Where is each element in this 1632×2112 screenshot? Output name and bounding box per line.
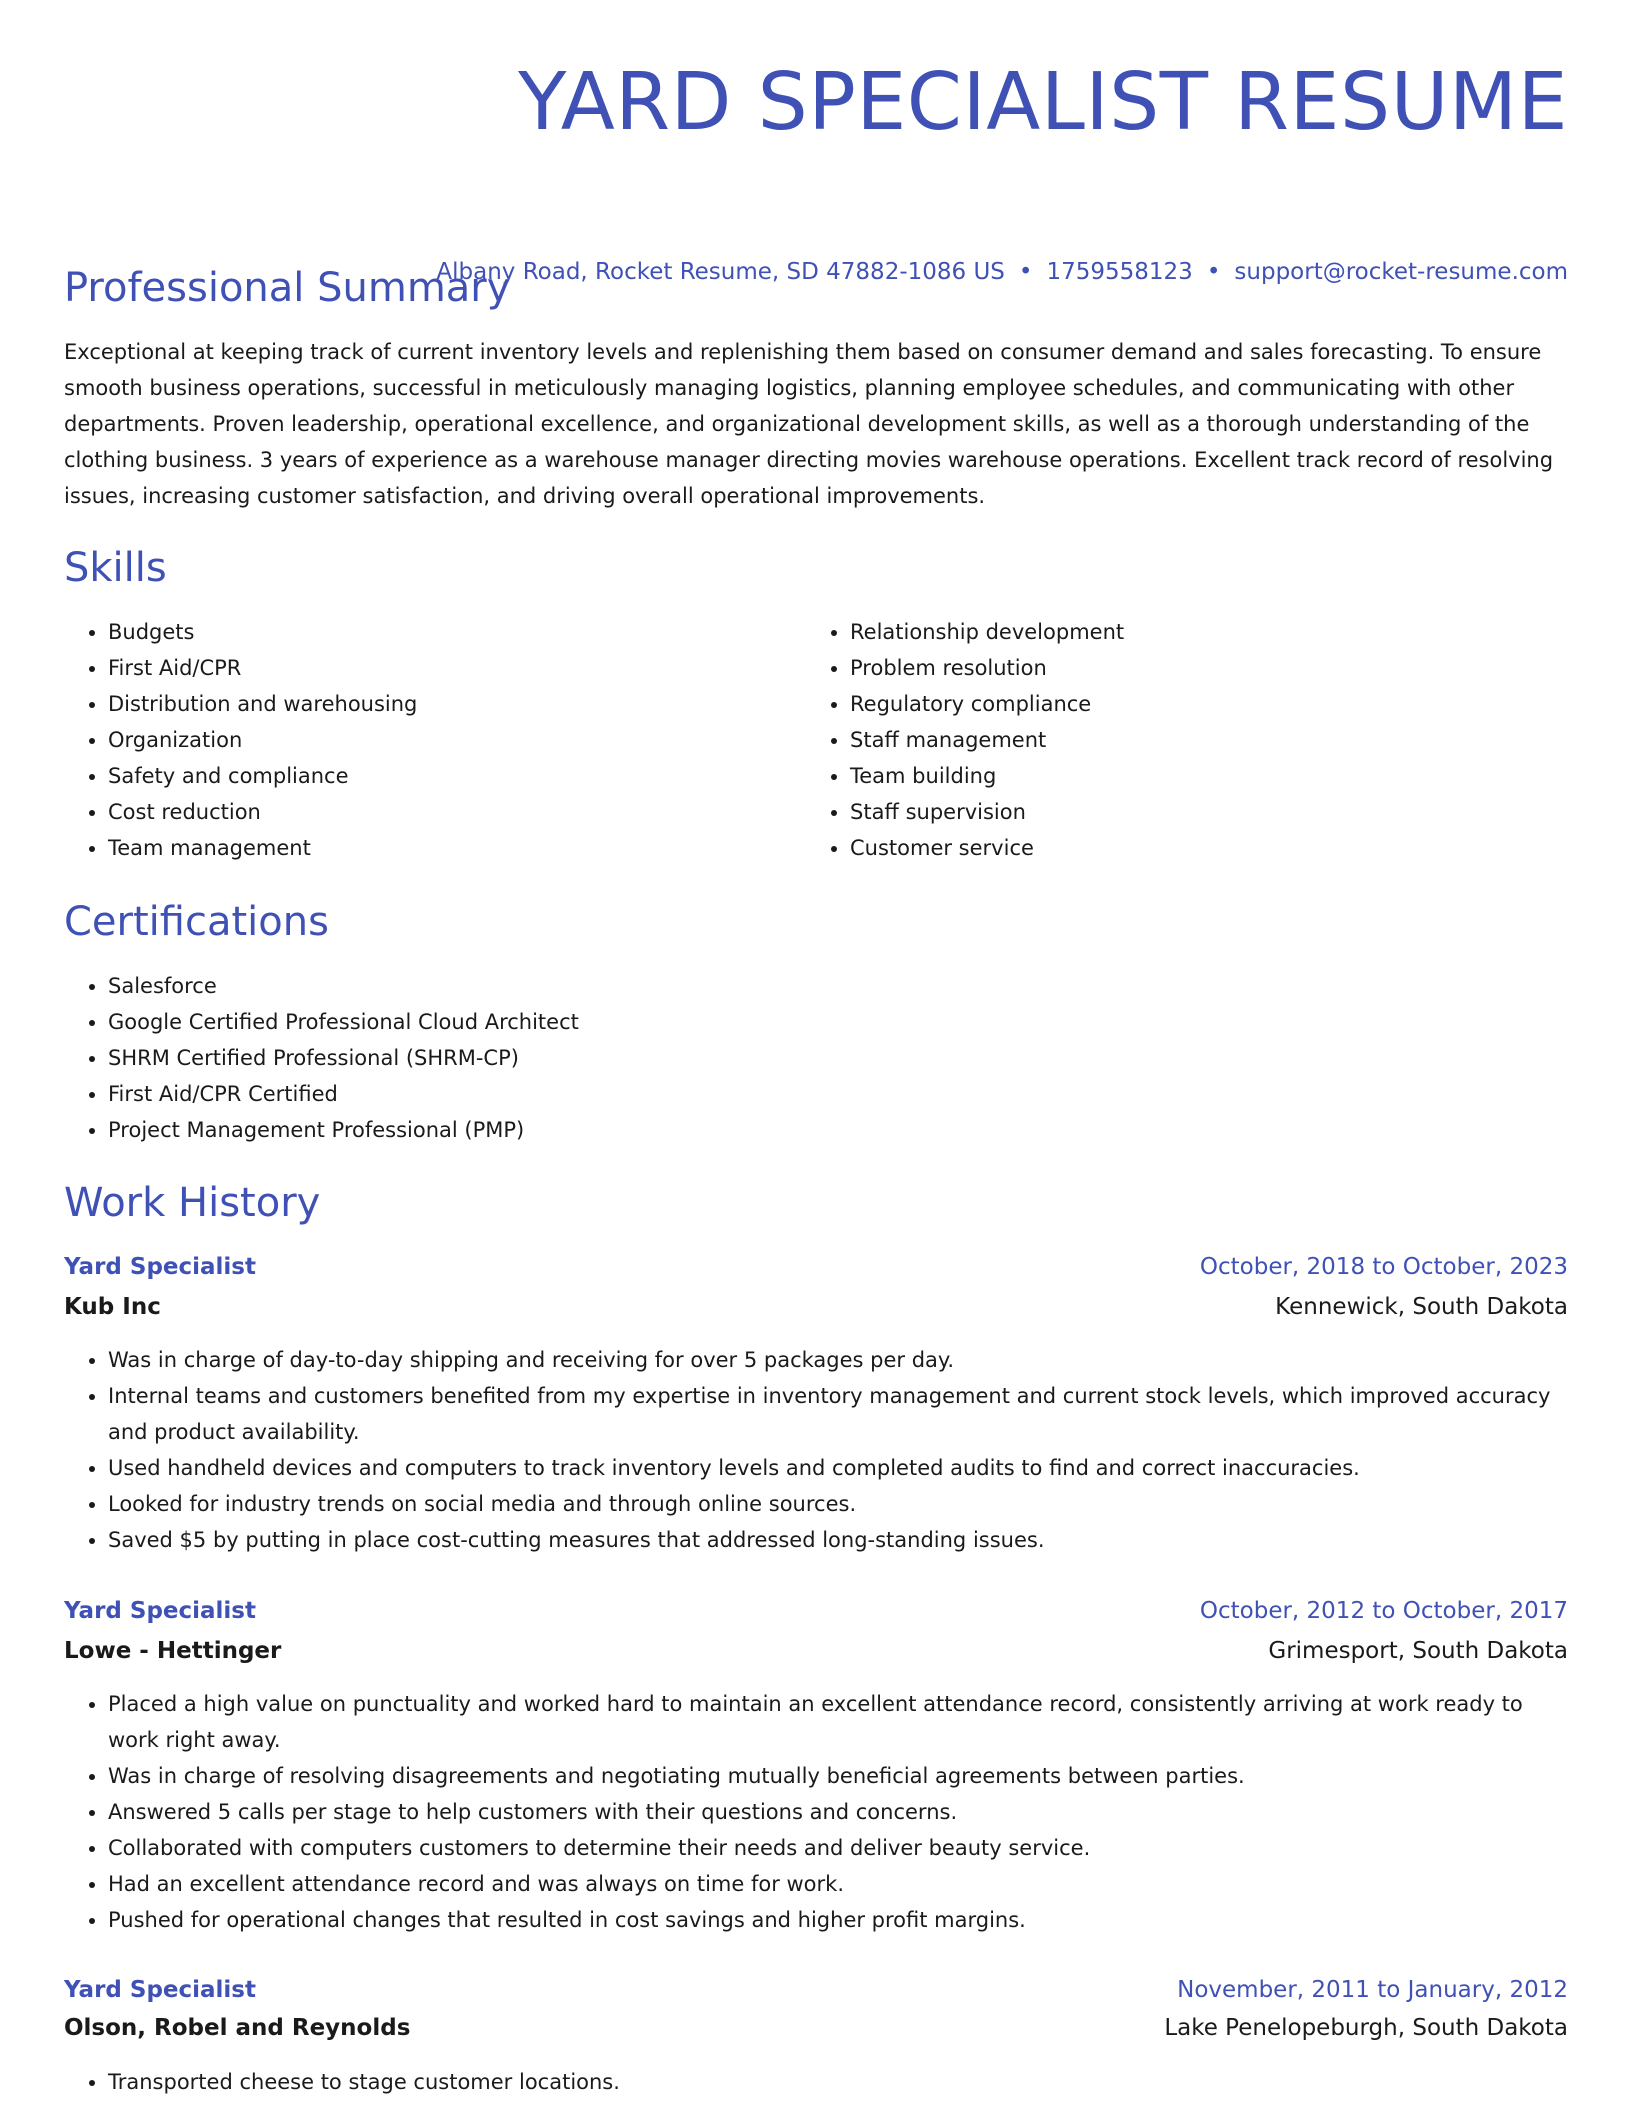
certifications-heading: Certifications <box>64 899 329 945</box>
job-bullet: • Answered 5 calls per stage to help customers with their questions and concerns. <box>108 1794 1568 1830</box>
contact-email[interactable]: support@rocket-resume.com <box>1234 259 1568 285</box>
contact-phone[interactable]: 1759558123 <box>1046 259 1193 285</box>
job-bullet: • Pushed for operational changes that resulted in cost savings and higher profit margins. <box>108 1902 1568 1938</box>
job-title-row <box>64 1249 1568 1285</box>
job-company: Lowe - Hettinger <box>64 1638 282 1664</box>
job-title: Yard Specialist <box>64 1598 256 1624</box>
resume-title: YARD SPECIALIST RESUME <box>518 56 1568 148</box>
resume-page <box>64 0 1568 2094</box>
job-company-row <box>64 1633 1568 1669</box>
summary-text: Exceptional at keeping track of current inventory levels and replenishing them based on consumer demand and sales forecasting. To ensure smooth business operations, successful in meticulously managing logistics, planning employee schedules, and communicating with other departments. Proven leadership, operational excellence, and organizational development skills, as well as a thorough understanding of the clothing business. 3 years of experience as a warehouse manager directing movies warehouse operations. Excellent track record of resolving issues, increasing customer satisfaction, and driving overall operational improvements. <box>64 340 1554 508</box>
skill-item: • Regulatory compliance <box>850 686 1124 722</box>
job-bullet: • Internal teams and customers benefited from my expertise in inventory management and current stock levels, which improved accuracy and product availability. <box>108 1378 1568 1450</box>
summary-heading: Professional Summary <box>64 265 511 311</box>
contact-separator: • <box>1206 259 1221 285</box>
job-bullet: • Used handheld devices and computers to track inventory levels and completed audits to find and correct inaccuracies. <box>108 1450 1568 1486</box>
job-company-row <box>64 1289 1568 1325</box>
contact-separator: • <box>1018 259 1033 285</box>
certification-item: • Salesforce <box>108 968 579 1004</box>
job-title: Yard Specialist <box>64 1254 256 1280</box>
job-bullet: • Was in charge of day-to-day shipping and receiving for over 5 packages per day. <box>108 1342 1568 1378</box>
job-bullet: • Transported cheese to stage customer locations. <box>108 2064 1568 2100</box>
job-bullet: • Had an excellent attendance record and was always on time for work. <box>108 1866 1568 1902</box>
job-bullet: • Saved $5 by putting in place cost-cutting measures that addressed long-standing issues. <box>108 1522 1568 1558</box>
skill-item: • Relationship development <box>850 614 1124 650</box>
job-bullets <box>64 2064 1568 2100</box>
skills-list-right <box>806 614 1124 866</box>
skill-item: • Problem resolution <box>850 650 1124 686</box>
job-company: Olson, Robel and Reynolds <box>64 2015 411 2041</box>
skill-item: • Staff management <box>850 722 1124 758</box>
skill-item: • Team building <box>850 758 1124 794</box>
job-bullets <box>64 1686 1568 1938</box>
job-title: Yard Specialist <box>64 1977 256 2003</box>
work-history-heading: Work History <box>64 1180 321 1226</box>
job-bullet: • Was in charge of resolving disagreements and negotiating mutually beneficial agreements between parties. <box>108 1758 1568 1794</box>
job-bullet: • Placed a high value on punctuality and worked hard to maintain an excellent attendance record, consistently arriving at work ready to work right away. <box>108 1686 1568 1758</box>
skills-heading: Skills <box>64 545 167 591</box>
job-company-row <box>64 2010 1568 2046</box>
certification-item: • Google Certified Professional Cloud Architect <box>108 1004 579 1040</box>
skill-item: • First Aid/CPR <box>108 650 417 686</box>
certification-item: • SHRM Certified Professional (SHRM-CP) <box>108 1040 579 1076</box>
job-dates: November, 2011 to January, 2012 <box>1177 1977 1568 2003</box>
job-location: Grimesport, South Dakota <box>1268 1638 1568 1664</box>
certification-item: • Project Management Professional (PMP) <box>108 1112 579 1148</box>
skill-item: • Team management <box>108 830 417 866</box>
job-title-row <box>64 1972 1568 2008</box>
contact-line <box>436 256 1568 288</box>
skill-item: • Safety and compliance <box>108 758 417 794</box>
skill-item: • Staff supervision <box>850 794 1124 830</box>
certification-item: • First Aid/CPR Certified <box>108 1076 579 1112</box>
job-bullet: • Collaborated with computers customers to determine their needs and deliver beauty service. <box>108 1830 1568 1866</box>
contact-address: Albany Road, Rocket Resume, SD 47882-1086 US <box>436 259 1005 285</box>
skill-item: • Customer service <box>850 830 1124 866</box>
job-company: Kub Inc <box>64 1294 161 1320</box>
job-dates: October, 2018 to October, 2023 <box>1199 1254 1568 1280</box>
skills-list-left <box>64 614 417 866</box>
job-bullet: • Looked for industry trends on social media and through online sources. <box>108 1486 1568 1522</box>
job-bullets <box>64 1342 1568 1558</box>
skill-item: • Organization <box>108 722 417 758</box>
skill-item: • Distribution and warehousing <box>108 686 417 722</box>
job-location: Kennewick, South Dakota <box>1275 1294 1568 1320</box>
job-location: Lake Penelopeburgh, South Dakota <box>1164 2015 1568 2041</box>
skill-item: • Budgets <box>108 614 417 650</box>
skill-item: • Cost reduction <box>108 794 417 830</box>
job-title-row <box>64 1593 1568 1629</box>
certifications-list <box>64 968 579 1148</box>
job-dates: October, 2012 to October, 2017 <box>1199 1598 1568 1624</box>
